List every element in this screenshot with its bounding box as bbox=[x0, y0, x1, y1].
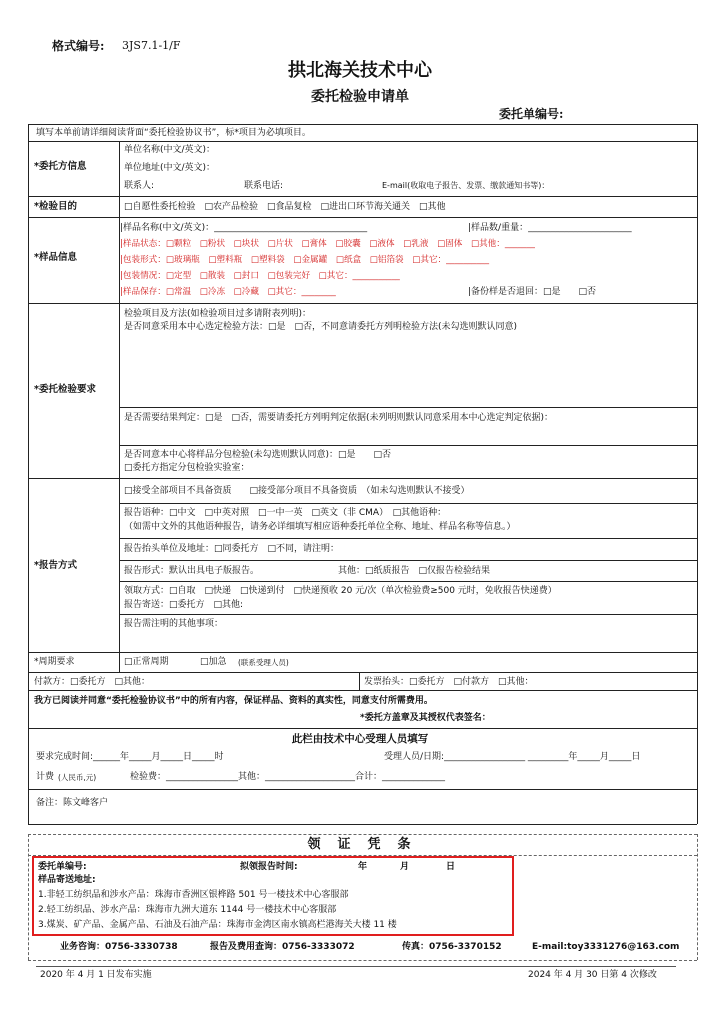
sample-state: |样品状态：□颗粒 □粉状 □块状 □片状 □膏体 □胶囊 □液体 □乳液 □固体 □其他：_______ bbox=[120, 239, 535, 249]
report-language: 报告语种：□中文 □中英对照 □一中一英 □英文（非 CMA） □其他语种： bbox=[124, 508, 447, 518]
period-label: *周期要求 bbox=[34, 657, 75, 667]
voucher-email: E-mail:toy3331276@163.com bbox=[532, 942, 680, 952]
sample-return: |备份样是否退回：□是 □否 bbox=[468, 287, 597, 297]
inspection-sub-lab: □委托方指定分包检验实验室： bbox=[124, 463, 250, 473]
center-fee-line: 检验费：________________其他：____________________合计：______________ bbox=[130, 772, 446, 782]
center-finish: 要求完成时间:______年_____月_____日_____时 bbox=[36, 752, 224, 762]
purpose-label: *检验目的 bbox=[34, 201, 77, 212]
sample-count: |样品数/重量：_______________________ bbox=[468, 223, 632, 233]
voucher-fax: 传真：0756-3370152 bbox=[402, 942, 502, 952]
footer-right: 2024 年 4 月 30 日第 4 次修改 bbox=[528, 970, 657, 980]
form-title: 委托检验申请单 bbox=[311, 89, 409, 105]
footer-left: 2020 年 4 月 1 日发布实施 bbox=[40, 970, 152, 980]
report-language-note: （如需中文外的其他语种报告，请务必详细填写相应语种委托单位全称、地址、样品名称等信息。） bbox=[124, 522, 516, 532]
center-title: 此栏由技术中心受理人员填写 bbox=[291, 733, 429, 745]
report-heading: 报告抬头单位及地址：□同委托方 □不同，请注明： bbox=[124, 544, 340, 554]
sample-name: |样品名称(中文/英文)：__________________________________ bbox=[120, 223, 368, 233]
voucher-address-title: 样品寄送地址: bbox=[38, 875, 96, 885]
voucher-day: 日 bbox=[446, 862, 456, 872]
voucher-title: 领 证 凭 条 bbox=[307, 837, 413, 852]
sample-label: *样品信息 bbox=[34, 252, 77, 263]
center-receiver: 受理人员/日期:__________________ _________年_____月_____日 bbox=[384, 752, 641, 762]
client-name: 单位名称(中文/英文)： bbox=[124, 145, 216, 155]
sample-pack-form: |包装形式：□玻璃瓶 □塑料瓶 □塑料袋 □金属罐 □纸盒 □铝箔袋 □其它：__________ bbox=[120, 255, 490, 265]
report-extra: 报告需注明的其他事项： bbox=[124, 619, 224, 629]
inspection-subcontract: 是否同意本中心将样品分包检验(未勾选则默认同意)：□是 □否 bbox=[124, 450, 392, 460]
report-other: 其他：□纸质报告 □仅报告检验结果 bbox=[338, 566, 491, 576]
voucher-month: 月 bbox=[400, 862, 410, 872]
purpose-options: □自愿性委托检验 □农产品检验 □食品复检 □进出口环节海关通关 □其他 bbox=[124, 202, 446, 212]
format-label: 格式编号: bbox=[52, 39, 105, 53]
center-remark: 备注：陈文峰客户 bbox=[36, 798, 109, 808]
period-urgent-note: (联系受理人员) bbox=[238, 658, 289, 667]
period-normal: □正常周期 bbox=[124, 657, 169, 667]
payer-left: 付款方：□委托方 □其他： bbox=[34, 677, 151, 687]
period-urgent: □加急 bbox=[200, 657, 227, 667]
client-contact: 联系人: bbox=[124, 181, 155, 191]
center-fee-unit: (人民币,元) bbox=[58, 773, 97, 782]
inspection-label: *委托检验要求 bbox=[34, 384, 96, 395]
client-address: 单位地址(中文/英文)： bbox=[124, 163, 216, 173]
notice-text: 填写本单前请详细阅读背面“委托检验协议书”，标*项目为必填项目。 bbox=[36, 128, 311, 138]
voucher-pickup-time: 拟领报告时间: bbox=[240, 862, 298, 872]
sample-storage: |样品保存：□常温 □冷冻 □冷藏 □其它：________ bbox=[120, 287, 336, 297]
inspection-judge: 是否需要结果判定：□是 □否，需要请委托方列明判定依据(未列明则默认同意采用本中心选定判定依据)： bbox=[124, 413, 554, 423]
report-qualification: □接受全部项目不具备资质 □接受部分项目不具备资质 （如未勾选则默认不接受） bbox=[124, 486, 470, 496]
voucher-addr3: 3.煤炭、矿产品、金属产品、石油及石油产品：珠海市金湾区南水镇高栏港海关大楼 11 楼 bbox=[38, 920, 397, 930]
client-phone: 联系电话: bbox=[244, 181, 284, 191]
voucher-addr1: 1.非轻工纺织品和涉水产品：珠海市香洲区银桦路 501 号一楼技术中心客服部 bbox=[38, 890, 349, 900]
voucher-query: 报告及费用查询：0756-3333072 bbox=[210, 942, 355, 952]
voucher-order-no: 委托单编号: bbox=[38, 862, 87, 872]
report-send: 报告寄送：□委托方 □其他: bbox=[124, 600, 244, 610]
center-fee: 计费 bbox=[36, 772, 55, 782]
sample-pack-state: |包装情况：□定型 □散装 □封口 □包装完好 □其它：___________ bbox=[120, 271, 400, 281]
org-title: 拱北海关技术中心 bbox=[288, 60, 432, 81]
report-pickup: 领取方式：□自取 □快递 □快递到付 □快递预收 20 元/次（单次检验费≥500 元时，免收报告快递费） bbox=[124, 586, 557, 596]
client-label: *委托方信息 bbox=[34, 161, 87, 172]
report-label: *报告方式 bbox=[34, 560, 77, 571]
payer-right: 发票抬头：□委托方 □付款方 □其他： bbox=[364, 677, 534, 687]
voucher-addr2: 2.轻工纺织品、涉水产品：珠海市九洲大道东 1144 号一楼技术中心客服部 bbox=[38, 905, 337, 915]
report-form: 报告形式：默认出具电子版报告。 bbox=[124, 566, 260, 576]
inspection-items: 检验项目及方法(如检验项目过多请附表列明)： bbox=[124, 309, 312, 319]
declaration-sign: *委托方盖章及其授权代表签名： bbox=[360, 713, 491, 723]
format-code: 3JS7.1-1/F bbox=[122, 39, 181, 52]
inspection-method: 是否同意采用本中心选定检验方法：□是 □否，不同意请委托方列明检验方法(未勾选则默认同意) bbox=[124, 322, 518, 332]
declaration-text: 我方已阅读并同意“委托检验协议书”中的所有内容，保证样品、资料的真实性，同意支付所需费用。 bbox=[34, 696, 433, 706]
voucher-year: 年 bbox=[358, 862, 368, 872]
voucher-biz: 业务咨询：0756-3330738 bbox=[60, 942, 178, 952]
order-no-label: 委托单编号: bbox=[499, 107, 564, 121]
client-email: E-mail(收取电子报告、发票、缴款通知书等)： bbox=[382, 181, 550, 190]
